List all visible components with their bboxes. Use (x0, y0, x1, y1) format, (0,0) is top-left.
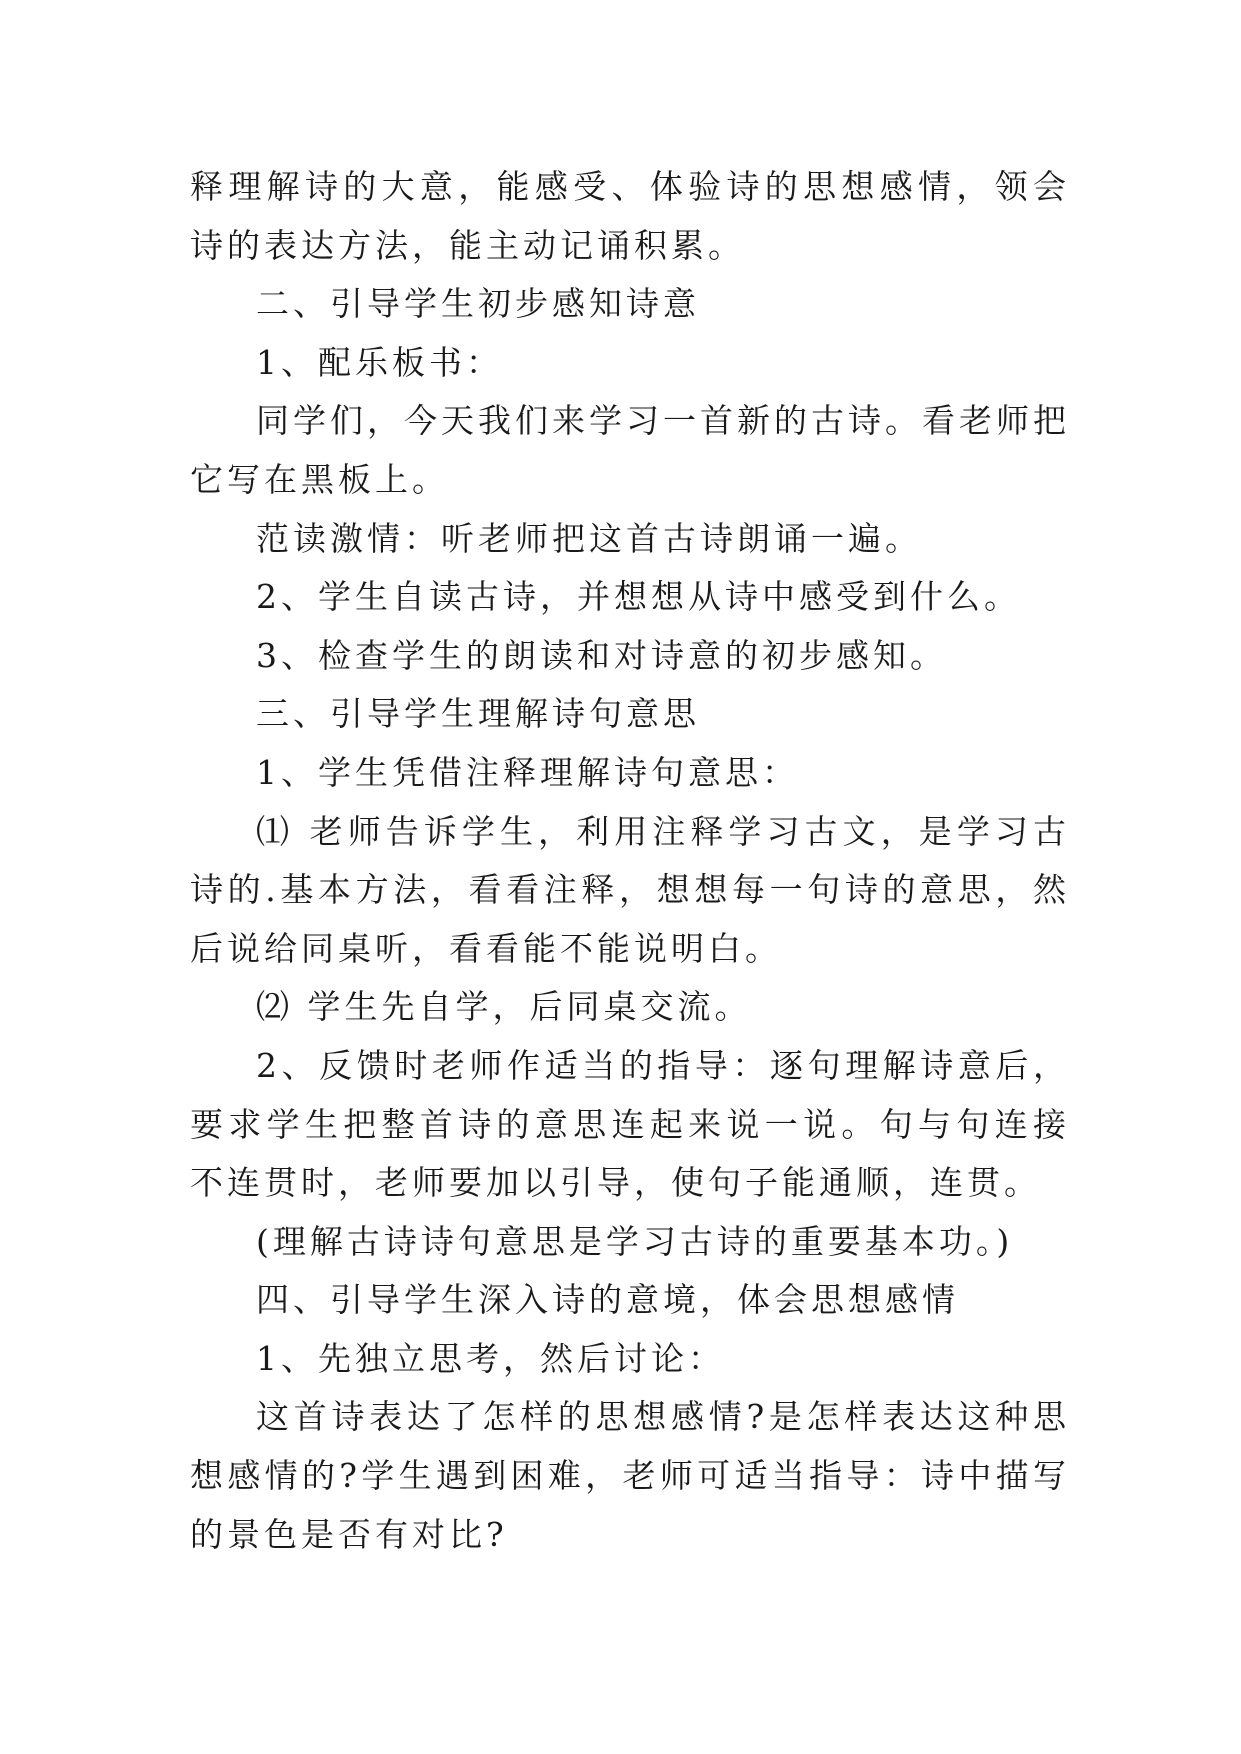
paragraph-4: 同学们，今天我们来学习一首新的古诗。看老师把它写在黑板上。 (190, 401, 1070, 499)
paragraph-6: 2、学生自读古诗，并想想从诗中感受到什么。 (256, 577, 1021, 617)
paragraph-9: 1、学生凭借注释理解诗句意思： (256, 752, 799, 792)
paragraph-11: ⑵ 学生先自学，后同桌交流。 (256, 987, 752, 1027)
paragraph-1: 释理解诗的大意，能感受、体验诗的思想感情，领会诗的表达方法，能主动记诵积累。 (190, 167, 1070, 265)
section-heading-2: 二、引导学生初步感知诗意 (256, 284, 700, 324)
paragraph-15: 1、先独立思考，然后讨论： (256, 1338, 725, 1378)
section-heading-3: 三、引导学生理解诗句意思 (256, 694, 700, 734)
paragraph-12: 2、反馈时老师作适当的指导：逐句理解诗意后，要求学生把整首诗的意思连起来说一说。句与句连接不连贯时，老师要加以引导，使句子能通顺，连贯。 (190, 1045, 1070, 1203)
paragraph-7: 3、检查学生的朗读和对诗意的初步感知。 (256, 635, 947, 675)
document-body (190, 158, 1070, 1564)
paragraph-16: 这首诗表达了怎样的思想感情?是怎样表达这种思想感情的?学生遇到困难，老师可适当指导：诗中描写的景色是否有对比? (190, 1397, 1070, 1554)
paragraph-5: 范读激情：听老师把这首古诗朗诵一遍。 (256, 518, 922, 558)
paragraph-10: ⑴ 老师告诉学生，利用注释学习古文，是学习古诗的.基本方法，看看注释，想想每一句诗的意思，然后说给同桌听，看看能不能说明白。 (190, 811, 1070, 968)
paragraph-13: (理解古诗诗句意思是学习古诗的重要基本功。) (256, 1221, 1014, 1261)
paragraph-3: 1、配乐板书： (256, 342, 503, 382)
section-heading-4: 四、引导学生深入诗的意境，体会思想感情 (256, 1280, 959, 1320)
